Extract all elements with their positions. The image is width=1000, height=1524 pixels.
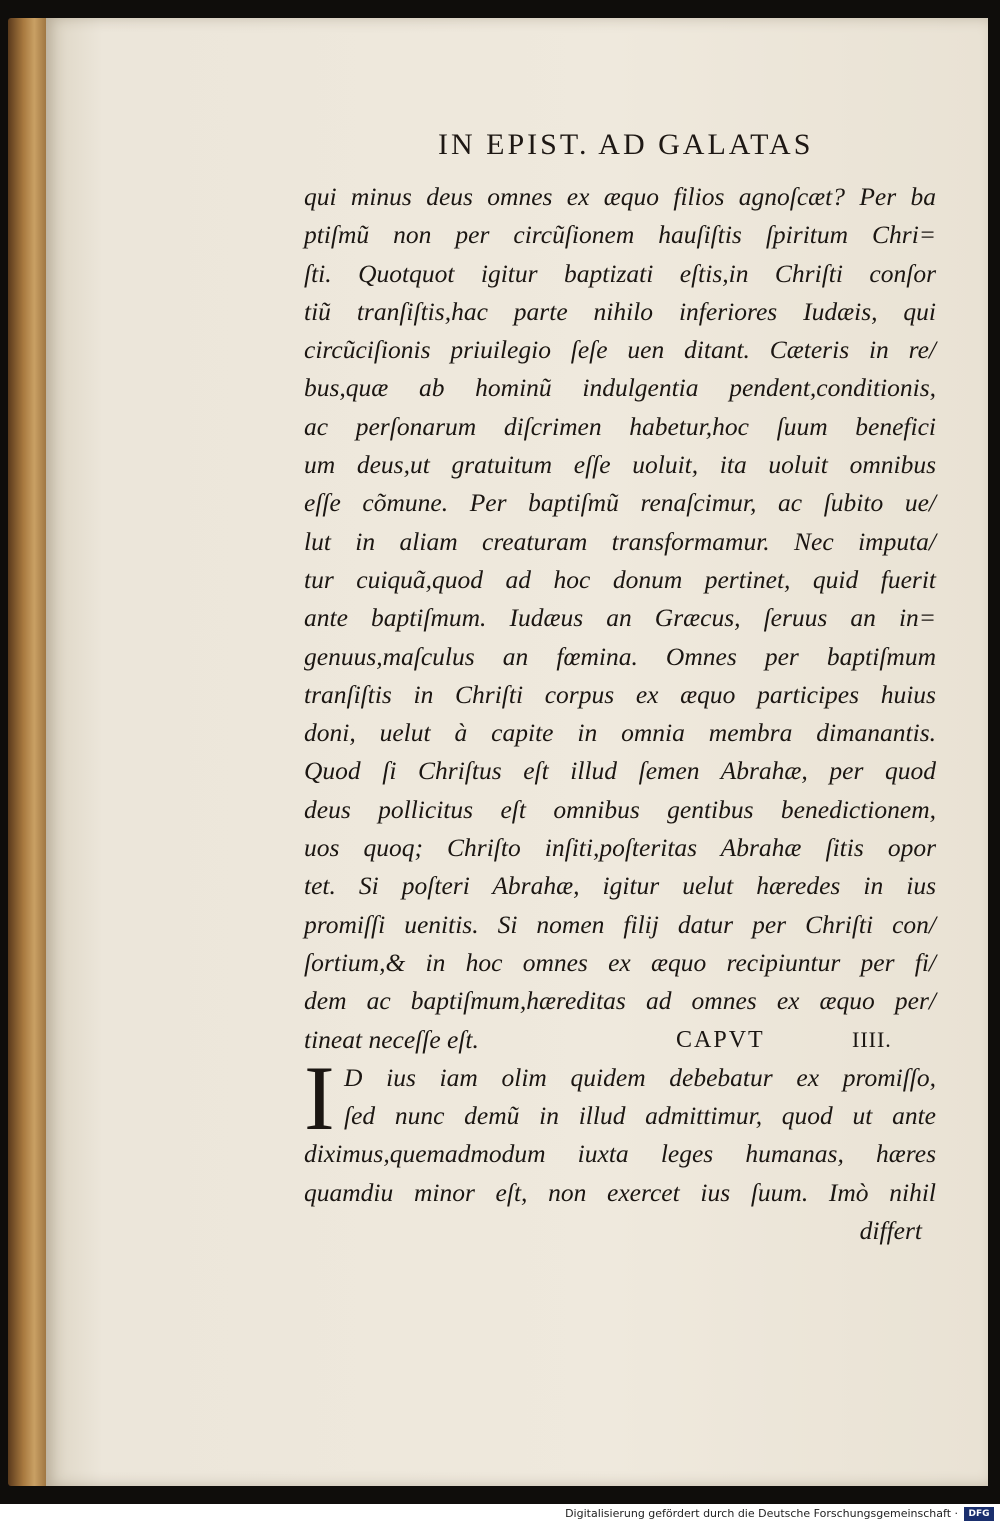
chapter-heading-line [304, 1021, 936, 1059]
funding-notice: Digitalisierung gefördert durch die Deutsche Forschungsgemeinschaft · [565, 1507, 958, 1520]
text-line: tranſiſtis in Chriſti corpus ex æquo participes huius [304, 679, 936, 709]
text-line: uos quoq; Chriſto inſiti,poſteritas Abrahæ ſitis opor [304, 833, 936, 863]
drop-initial: I [304, 1047, 335, 1149]
text-line: lut in aliam creaturam transformamur. Nec imputa/ [304, 526, 936, 556]
text-line: eſſe cõmune. Per baptiſmũ renaſcimur, ac ſubito ue/ [304, 488, 936, 518]
text-line: ſti. Quotquot igitur baptizati eſtis,in Chriſti conſor [304, 258, 936, 288]
text-line: deus pollicitus eſt omnibus gentibus benedictionem, [304, 794, 936, 824]
text-line: qui minus deus omnes ex æquo filios agnoſcæt? Per ba [304, 182, 936, 211]
catchword: differt [859, 1216, 922, 1246]
text-line: ac perſonarum diſcrimen habetur,hoc ſuum benefici [304, 411, 936, 441]
text-line: Quod ſi Chriſtus eſt illud ſemen Abrahæ, per quod [304, 756, 936, 786]
text-line: circũciſionis priuilegio ſeſe uen ditant. Cæteris in re/ [304, 335, 936, 365]
text-line: ptiſmũ non per circũſionem hauſiſtis ſpiritum Chri= [304, 220, 936, 250]
text-line: diximus,quemadmodum iuxta leges humanas, hæres [304, 1139, 936, 1169]
text-line: tiũ tranſiſtis,hac parte nihilo inferiores Iudæis, qui [304, 296, 936, 326]
chapter-number: IIII. [852, 1026, 892, 1052]
text-line: tet. Si poſteri Abrahæ, igitur uelut hæredes in ius [304, 871, 936, 901]
text-line: dem ac baptiſmum,hæreditas ad omnes ex æquo per/ [304, 986, 936, 1016]
closing-text: tineat neceſſe eſt. [304, 1024, 479, 1054]
text-line: quamdiu minor eſt, non exercet ius ſuum. Imò nihil [304, 1177, 936, 1207]
text-line: D ius iam olim quidem debebatur ex promiſſo, [344, 1062, 936, 1092]
text-line: tur cuiquã,quod ad hoc donum pertinet, quid fuerit [304, 564, 936, 594]
text-line: ſed nunc demũ in illud admittimur, quod ut ante [344, 1101, 936, 1131]
text-line: genuus,maſculus an fœmina. Omnes per baptiſmum [304, 641, 936, 671]
main-text-block [304, 178, 936, 1250]
text-line: promiſſi uenitis. Si nomen filij datur per Chriſti con/ [304, 909, 936, 939]
text-line: ante baptiſmum. Iudæus an Græcus, ſeruus an in= [304, 603, 936, 633]
running-head: IN EPIST. AD GALATAS [438, 128, 814, 161]
footer-bar [0, 1504, 1000, 1524]
dfg-logo: DFG [964, 1507, 994, 1521]
text-line: ſortium,& in hoc omnes ex æquo recipiuntur per fi/ [304, 947, 936, 977]
chapter-heading: CAPVT [676, 1026, 765, 1053]
text-line: um deus,ut gratuitum eſſe uoluit, ita uoluit omnibus [304, 450, 936, 480]
text-line: bus,quæ ab hominũ indulgentia pendent,conditionis, [304, 373, 936, 403]
text-line: doni, uelut à capite in omnia membra dimanantis. [304, 718, 936, 748]
